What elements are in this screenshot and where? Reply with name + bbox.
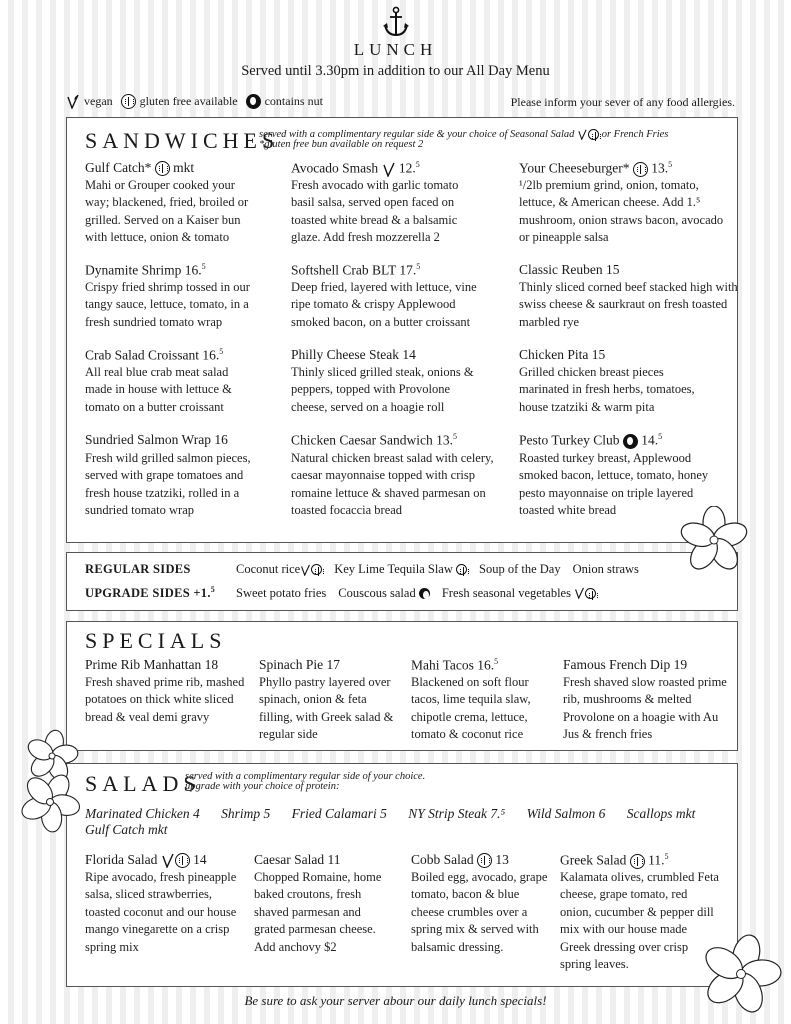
gluten-free-icon <box>121 94 136 109</box>
nut-icon <box>623 434 638 449</box>
salads-note <box>185 772 425 792</box>
gluten-free-icon <box>585 588 596 599</box>
menu-item-title: Famous French Dip 19 <box>563 657 688 672</box>
legend-gluten-free-label: gluten free available <box>139 94 238 108</box>
legend-nut-label: contains nut <box>264 94 323 108</box>
menu-item-title: Avocado Smash 12.$^5$ <box>291 160 420 176</box>
protein-item: Marinated Chicken 4 <box>85 806 200 821</box>
menu-item-title: Philly Cheese Steak 14 <box>291 347 416 362</box>
menu-item-title: Dynamite Shrimp 16.$^5$ <box>85 262 206 278</box>
menu-item-desc: Fresh wild grilled salmon pieces, served with grape tomatoes and fresh house tzatziki, rolled in a sundried tomato wrap <box>85 451 251 518</box>
gluten-free-icon <box>456 564 467 575</box>
legend-vegan-label: vegan <box>84 94 113 108</box>
side-item: Onion straws <box>572 562 639 576</box>
gluten-free-icon <box>630 854 645 869</box>
menu-item-desc: Mahi or Grouper cooked your way; blackened, fried, broiled or grilled. Served on a Kaiser bun with lettuce, onion & tomato <box>85 178 249 245</box>
vegan-icon <box>574 587 585 599</box>
gluten-free-icon <box>175 853 190 868</box>
sandwiches-note-line1: served with a complimentary regular side & your choice of Seasonal Salad <box>259 128 575 140</box>
allergy-note: Please inform your sever of any food allergies. <box>510 95 735 109</box>
menu-item-desc: Thinly sliced grilled steak, onions & peppers, topped with Provolone cheese, served on a hoagie roll <box>291 365 474 414</box>
menu-item-desc: All real blue crab meat salad made in house with lettuce & tomato on a butter croissant <box>85 365 232 414</box>
upgrade-sides-row <box>85 585 596 601</box>
page-title: LUNCH <box>353 40 438 59</box>
menu-item-desc: Boiled egg, avocado, grape tomato, bacon & blue cheese crumbles over a spring mix & served with balsamic dressing. <box>411 870 548 954</box>
side-item: Key Lime Tequila Slaw <box>334 562 453 576</box>
page-subtitle: Served until 3.30pm in addition to our All Day Menu <box>241 63 550 79</box>
menu-item-title: Cobb Salad 13 <box>411 852 509 867</box>
menu-item-title: Classic Reuben 15 <box>519 262 620 277</box>
side-item: Couscous salad <box>338 585 416 600</box>
menu-item-title: Prime Rib Manhattan 18 <box>85 657 219 672</box>
menu-item-title: Your Cheeseburger* 13.$^5$ <box>519 160 673 176</box>
menu-item-title: Sundried Salmon Wrap 16 <box>85 432 228 447</box>
sandwiches-title: SANDWICHES <box>85 128 280 153</box>
menu-item-title: Mahi Tacos 16.$^5$ <box>411 657 499 673</box>
menu-item-title: Gulf Catch* mkt <box>85 160 195 175</box>
protein-options <box>85 806 735 838</box>
menu-item-title: Softshell Crab BLT 17.$^5$ <box>291 262 421 278</box>
sandwiches-note-line1-end: or French Fries <box>601 128 669 140</box>
protein-item: Fried Calamari 5 <box>291 806 387 821</box>
menu-item-title: Pesto Turkey Club 14.$^5$ <box>519 432 663 448</box>
vegan-icon <box>66 94 80 109</box>
plumeria-flower-icon <box>700 932 782 1016</box>
menu-item-title: Chicken Pita 15 <box>519 347 606 362</box>
menu-item-desc: Chopped Romaine, home baked croutons, fresh shaved parmesan and grated parmesan cheese. Add anchovy $2 <box>254 870 382 954</box>
menu-item-desc: Grilled chicken breast pieces marinated in fresh herbs, tomatoes, house tzatziki & warm pita <box>519 365 695 414</box>
menu-item-desc: Kalamata olives, crumbled Feta cheese, grape tomato, red onion, cucumber & pepper dill mix with our house made Greek dressing over crisp spring leaves. <box>560 870 719 972</box>
menu-item-desc: Deep fried, layered with lettuce, vine ripe tomato & crispy Applewood smoked bacon, on a butter croissant <box>291 280 477 329</box>
footer-note: Be sure to ask your server abour our daily lunch specials! <box>244 993 547 1008</box>
sandwiches-note-line2: *gluten free bun available on request 2 <box>259 139 424 150</box>
regular-sides-label: REGULAR SIDES <box>85 562 191 576</box>
menu-item-title: Chicken Caesar Sandwich 13.$^5$ <box>291 432 457 448</box>
menu-item-title: Caesar Salad 11 <box>254 852 341 867</box>
menu-item-title: Greek Salad 11.$^5$ <box>560 852 669 868</box>
gluten-free-icon <box>633 162 648 177</box>
menu-item-desc: Phyllo pastry layered over spinach, onion & feta filling, with Greek salad & regular side <box>259 675 394 742</box>
side-item: Soup of the Day <box>479 562 561 576</box>
gluten-free-icon <box>311 564 322 575</box>
menu-item-desc: ¹/2lb premium grind, onion, tomato, lettuce, & American cheese. Add 1.⁵ mushroom, onion straws bacon, avocado or pineapple salsa <box>519 178 724 245</box>
nut-icon <box>246 94 261 109</box>
side-item: Sweet potato fries <box>236 585 327 600</box>
sides-section <box>66 552 738 611</box>
anchor-icon <box>383 6 409 38</box>
menu-item-desc: Fresh shaved slow roasted prime rib, mushrooms & melted Provolone on a hoagie with Au Jus & french fries <box>563 675 727 742</box>
protein-item: Shrimp 5 <box>221 806 271 821</box>
gluten-free-icon <box>477 853 492 868</box>
menu-item-desc: Crispy fried shrimp tossed in our tangy sauce, lettuce, tomato, in a fresh sundried tomato wrap <box>85 280 250 329</box>
salads-note-line1: served with a complimentary regular side of your choice. <box>185 771 426 782</box>
salads-title: SALADS <box>85 771 201 796</box>
regular-sides-row <box>85 562 639 577</box>
upgrade-sides-label: UPGRADE SIDES +1.$^5$ <box>85 585 216 601</box>
menu-item-desc: Roasted turkey breast, Applewood smoked bacon, lettuce, tomato, honey pesto mayonnaise on triple layered toasted white bread <box>519 451 709 518</box>
vegan-icon <box>300 564 311 576</box>
menu-item-title: Crab Salad Croissant 16.$^5$ <box>85 347 224 363</box>
menu-item-desc: Blackened on soft flour tacos, lime tequila slaw, chipotle crema, lettuce, tomato & coconut rice <box>411 675 531 742</box>
protein-item: NY Strip Steak 7.⁵ <box>408 806 506 821</box>
menu-item-title: Spinach Pie 17 <box>259 657 340 672</box>
menu-item-desc: Ripe avocado, fresh pineapple salsa, sliced strawberries, toasted coconut and our house mango vinegarette on a crisp spring mix <box>85 870 237 954</box>
vegan-icon <box>577 129 588 140</box>
specials-title: SPECIALS <box>85 628 227 653</box>
gluten-free-icon <box>588 129 599 140</box>
plumeria-flower-icon <box>18 770 82 834</box>
vegan-icon <box>161 853 175 868</box>
protein-item: Scallops mkt <box>626 806 696 821</box>
menu-item-desc: Fresh avocado with garlic tomato basil salsa, served open faced on toasted white bread & a balsamic glaze. Add fresh mozzerella 2 <box>291 178 459 245</box>
sandwiches-note <box>259 129 668 150</box>
salads-note-line2: upgrade with your choice of protein: <box>185 781 340 792</box>
side-item: Fresh seasonal vegetables <box>441 585 571 600</box>
vegan-icon <box>382 162 396 177</box>
gluten-free-icon <box>155 161 170 176</box>
menu-item-desc: Thinly sliced corned beef stacked high with swiss cheese & saurkraut on fresh toasted marbled rye <box>519 280 738 329</box>
dietary-legend <box>66 94 327 109</box>
menu-item-title: Florida Salad 14 <box>85 852 207 867</box>
nut-icon <box>419 588 430 599</box>
protein-item: Wild Salmon 6 <box>526 806 606 821</box>
protein-item: Gulf Catch mkt <box>85 822 168 837</box>
side-item: Coconut rice <box>236 562 301 576</box>
menu-item-desc: Natural chicken breast salad with celery, caesar mayonnaise topped with crisp romaine lettuce & shaved parmesan on toasted focaccia bread <box>291 451 494 518</box>
plumeria-flower-icon <box>678 506 750 574</box>
menu-item-desc: Fresh shaved prime rib, mashed potatoes on thick white sliced bread & veal demi gravy <box>85 675 245 724</box>
